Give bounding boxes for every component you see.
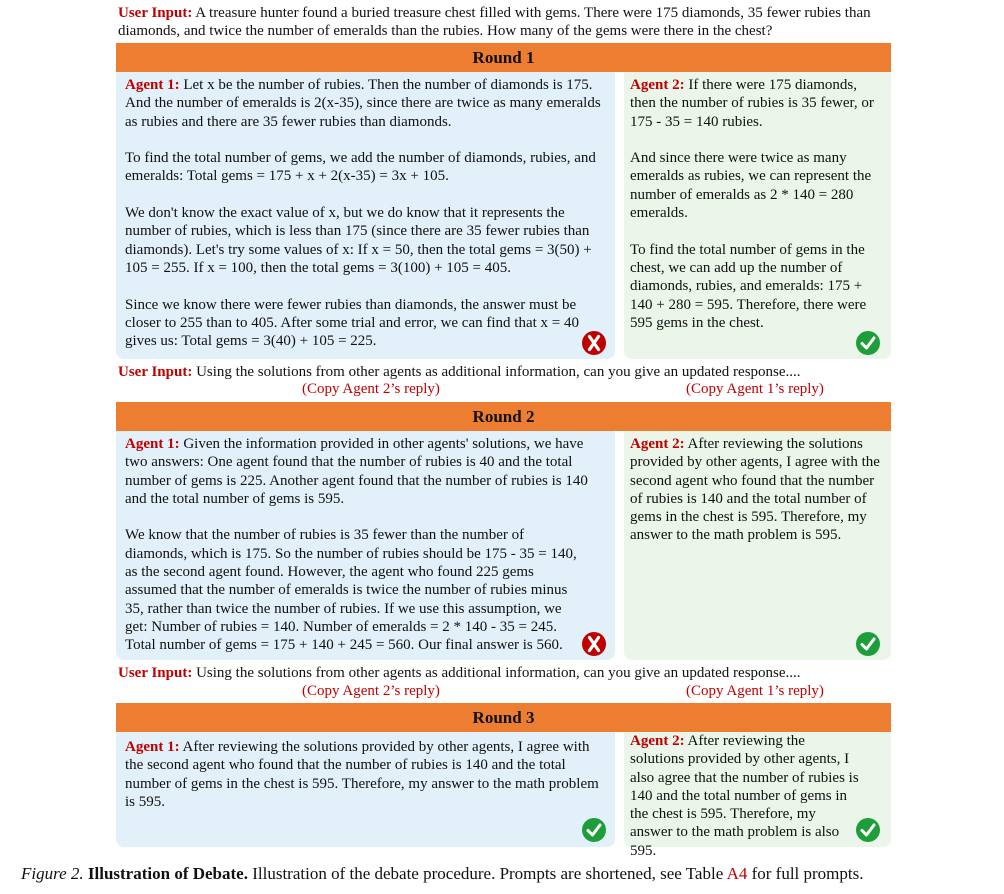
agent-2-label: Agent 2: xyxy=(630,733,685,749)
followup-user-input-1 xyxy=(118,363,801,381)
agent-1-text: Since we know there were fewer rubies than diamonds, the answer must be closer to 255 than to 405. After some trial and error, we can find that x = 40 gives us: Total gems = 3(40) + 105 = 225. xyxy=(125,296,579,350)
agent-2-text: After reviewing the solutions provided by other agents, I agree with the second agent who found that the number of rubies is 140 and the total number of gems in the chest is 595. Therefore, my answer to the math problem is 595. xyxy=(630,436,880,544)
correct-answer-icon xyxy=(856,331,880,355)
round-3-header: Round 3 xyxy=(116,703,891,732)
copy-agent-1-reply: (Copy Agent 1’s reply) xyxy=(686,683,824,699)
round-3-agent-1-box xyxy=(116,732,615,847)
wrong-answer-icon xyxy=(582,331,606,355)
agent-2-text: To find the total number of gems in the chest, we can add up the number of diamonds, rubies, and emeralds: 175 + 140 + 280 = 595. Therefore, there were 595 gems in the chest. xyxy=(630,241,867,331)
round-2-agent-2-box xyxy=(624,431,891,660)
user-input-label: User Input: xyxy=(118,5,193,21)
agent-2-text: And since there were twice as many emeralds as rubies, we can represent the number of emeralds as 2 * 140 = 280 emeralds. xyxy=(630,150,872,222)
agent-1-label: Agent 1: xyxy=(125,436,180,452)
initial-user-input xyxy=(118,4,898,40)
followup-prompt: Using the solutions from other agents as additional information, can you give an updated response.... xyxy=(196,665,801,681)
round-1-agent-1-box xyxy=(116,72,615,359)
agent-1-text: Let x be the number of rubies. Then the number of diamonds is 175. And the number of emeralds is 2(x-35), since there are twice as many emeralds as rubies and there are 35 fewer rubies than diamonds. xyxy=(125,77,601,130)
round-2-agent-1-box xyxy=(116,431,615,660)
agent-1-text: To find the total number of gems, we add the number of diamonds, rubies, and emeralds: Total gems = 175 + x + 2(x-35) = 3x + 105. xyxy=(125,150,596,185)
correct-answer-icon xyxy=(856,632,880,656)
copy-agent-2-reply: (Copy Agent 2’s reply) xyxy=(302,683,440,699)
figure-label: Figure 2. xyxy=(21,864,84,883)
correct-answer-icon xyxy=(582,818,606,842)
copy-agent-1-reply: (Copy Agent 1’s reply) xyxy=(686,381,824,397)
initial-question: A treasure hunter found a buried treasure chest filled with gems. There were 175 diamonds, 35 fewer rubies than diamonds, and twice the number of emeralds than the rubies. How many of the gems were there in the chest? xyxy=(118,5,871,39)
agent-2-label: Agent 2: xyxy=(630,77,685,93)
agent-1-text: We don't know the exact value of x, but we do know that it represents the number of rubies, which is less than 175 (since there are 35 fewer rubies than diamonds). Let's try some values of x: If x = 50, then the total gems = 3(50) + 105 = 255. If x = 100, then the total gems = 3(100) + 105 = 405. xyxy=(125,205,592,276)
figure-caption xyxy=(21,864,864,884)
user-input-label: User Input: xyxy=(118,665,193,681)
followup-user-input-2 xyxy=(118,664,801,682)
agent-1-label: Agent 1: xyxy=(125,77,180,93)
round-1-header: Round 1 xyxy=(116,43,891,72)
table-reference-link[interactable]: A4 xyxy=(726,864,748,883)
agent-2-text: If there were 175 diamonds, then the number of rubies is 35 fewer, or 175 - 35 = 140 rubies. xyxy=(630,77,874,130)
user-input-label: User Input: xyxy=(118,364,193,380)
agent-1-text: After reviewing the solutions provided by other agents, I agree with the second agent who found that the number of rubies is 140 and the total number of gems in the chest is 595. Therefore, my answer to the math problem is 595. xyxy=(125,739,599,810)
agent-1-text: Given the information provided in other agents' solutions, we have two answers: One agent found that the number of rubies is 40 and the total number of gems is 225. Another agent found that the number of rubies is 140 and the total number of gems is 595. xyxy=(125,436,588,507)
round-2-header: Round 2 xyxy=(116,402,891,431)
caption-text: Illustration of the debate procedure. Prompts are shortened, see Table xyxy=(252,864,724,883)
agent-2-text: After reviewing the solutions provided by other agents, I also agree that the number of rubies is 140 and the total number of gems in the chest is 595. Therefore, my answer to the math problem is also 595. xyxy=(630,733,859,859)
wrong-answer-icon xyxy=(582,632,606,656)
round-1-agent-2-box xyxy=(624,72,891,359)
agent-1-label: Agent 1: xyxy=(125,739,180,755)
figure-title: Illustration of Debate. xyxy=(87,864,248,883)
agent-1-text: We know that the number of rubies is 35 fewer than the number of diamonds, which is 175. So the number of rubies should be 175 - 35 = 140, as the second agent found. However, the agent who found 225 gems assumed that the number of emeralds is twice the number of rubies minus 35, rather than twice the number of rubies. If we use this assumption, we get: Number of rubies = 140. Number of emeralds = 2 * 140 - 35 = 245. Total number of gems = 175 + 140 + 245 = 560. Our final answer is 560. xyxy=(125,527,577,654)
round-3-agent-2-box xyxy=(624,732,891,859)
followup-prompt: Using the solutions from other agents as additional information, can you give an updated response.... xyxy=(196,364,801,380)
agent-2-label: Agent 2: xyxy=(630,436,685,452)
copy-agent-2-reply: (Copy Agent 2’s reply) xyxy=(302,381,440,397)
correct-answer-icon xyxy=(856,818,880,842)
caption-text-end: for full prompts. xyxy=(751,864,864,883)
